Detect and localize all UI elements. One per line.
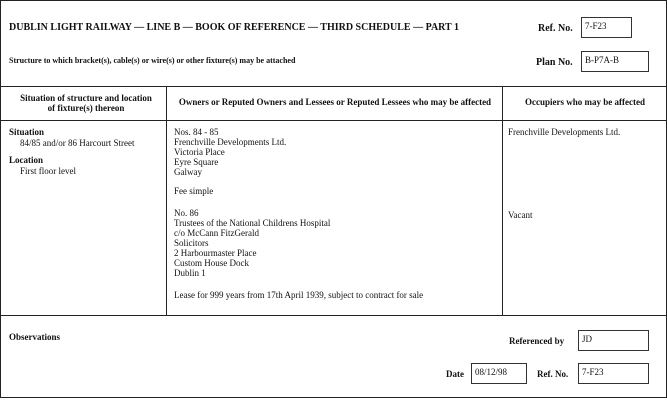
- col-divider-2: [502, 86, 503, 315]
- owner-line: Nos. 84 - 85: [174, 127, 219, 137]
- footer-ref-no-label: Ref. No.: [537, 369, 569, 379]
- plan-no-field[interactable]: B-P7A-B: [581, 51, 649, 72]
- owner-line: Frenchville Developments Ltd.: [174, 137, 287, 147]
- owner-line: Dublin 1: [174, 268, 206, 278]
- owner-block-86: [174, 208, 330, 278]
- owner-line: Eyre Square: [174, 157, 219, 167]
- footer-ref-no-field[interactable]: 7-F23: [578, 363, 649, 384]
- ref-no-label: Ref. No.: [538, 23, 573, 34]
- owner-line: Victoria Place: [174, 147, 225, 157]
- referenced-by-field[interactable]: JD: [578, 330, 649, 351]
- column-header-situation: Situation of structure and location of fixture(s) thereon: [20, 93, 152, 113]
- location-value: First floor level: [20, 166, 76, 176]
- date-label: Date: [446, 369, 464, 379]
- owner-line: 2 Harbourmaster Place: [174, 248, 257, 258]
- table-bottom-rule: [0, 315, 667, 316]
- date-field[interactable]: 08/12/98: [471, 363, 527, 384]
- column-header-owners: Owners or Reputed Owners and Lessees or Reputed Lessees who may be affected: [178, 97, 492, 107]
- occupier-second: Vacant: [508, 210, 533, 220]
- column-header-occupiers: Occupiers who may be affected: [525, 97, 645, 107]
- col-divider-1: [166, 86, 167, 315]
- owner-line: No. 86: [174, 208, 199, 218]
- owner-line: Galway: [174, 167, 202, 177]
- owner-line: c/o McCann FitzGerald: [174, 228, 259, 238]
- owner-line: Custom House Dock: [174, 258, 249, 268]
- occupier-first: Frenchville Developments Ltd.: [508, 127, 621, 137]
- situation-label: Situation: [9, 127, 45, 137]
- owner-lease: Lease for 999 years from 17th April 1939, subject to contract for sale: [174, 290, 424, 300]
- owner-block-84-85: [174, 127, 286, 177]
- plan-no-label: Plan No.: [536, 57, 573, 68]
- owner-tenure-fee-simple: Fee simple: [174, 186, 214, 196]
- left-border: [0, 0, 1, 398]
- top-border: [0, 0, 667, 1]
- ref-no-field[interactable]: 7-F23: [581, 17, 632, 38]
- structure-subtitle: Structure to which bracket(s), cable(s) or wire(s) or other fixture(s) may be attached: [9, 56, 296, 65]
- referenced-by-label: Referenced by: [509, 336, 565, 346]
- header-row-rule: [0, 120, 667, 121]
- table-top-rule: [0, 86, 667, 87]
- owner-line: Solicitors: [174, 238, 209, 248]
- situation-value: 84/85 and/or 86 Harcourt Street: [20, 138, 135, 148]
- observations-label: Observations: [9, 332, 61, 342]
- form-title: DUBLIN LIGHT RAILWAY — LINE B — BOOK OF REFERENCE — THIRD SCHEDULE — PART 1: [9, 22, 460, 33]
- bottom-border: [0, 397, 667, 398]
- owner-line: Trustees of the National Childrens Hospital: [174, 218, 331, 228]
- location-label: Location: [9, 155, 44, 165]
